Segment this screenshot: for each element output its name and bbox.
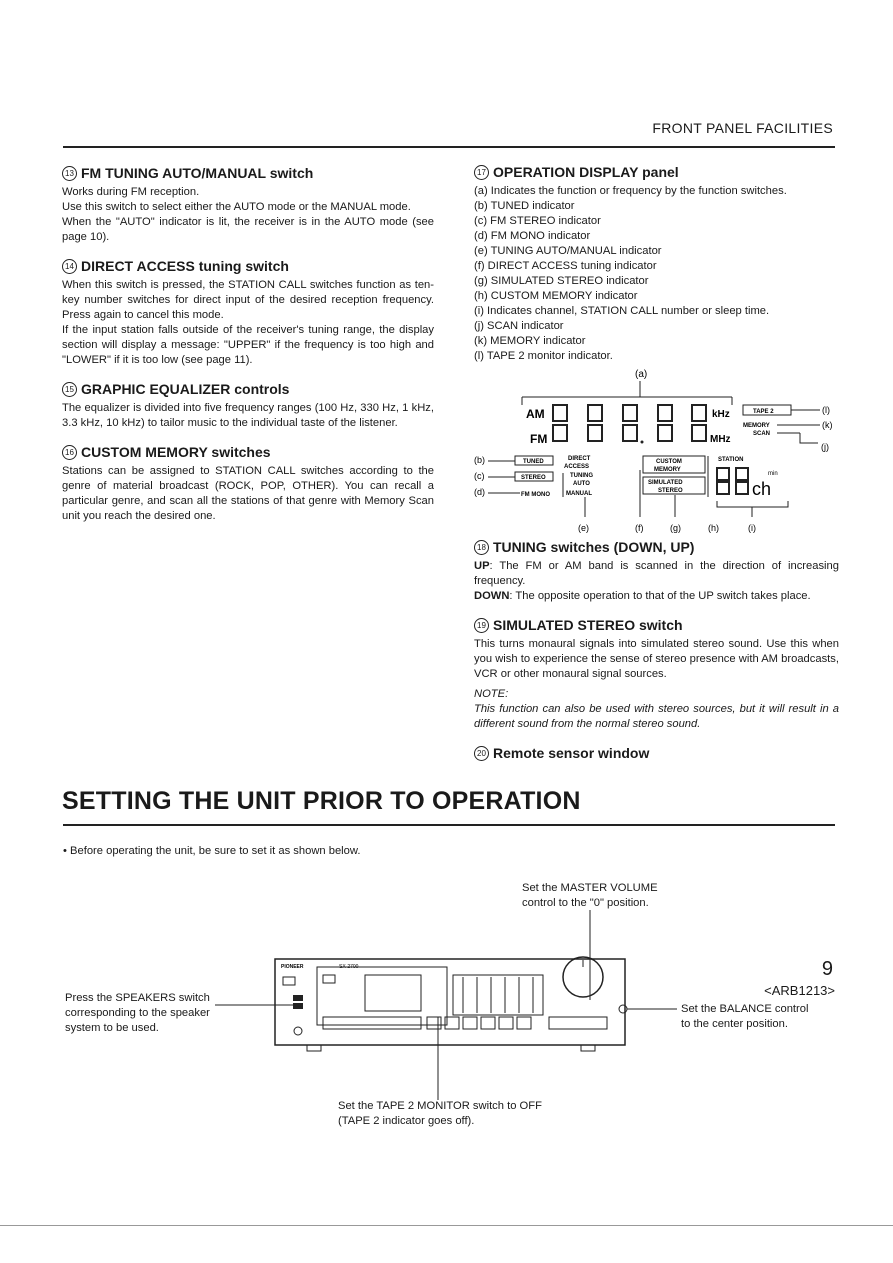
title-text: CUSTOM MEMORY switches [81,444,271,460]
title-text: TUNING switches (DOWN, UP) [493,539,695,555]
manual-label: MANUAL [566,491,592,497]
callout-line: corresponding to the speaker [65,1007,210,1019]
section-20-title [474,746,839,761]
list-item: (g) SIMULATED STEREO indicator [474,275,649,287]
callout-line: control to the "0" position. [522,897,649,909]
bullet-text: • Before operating the unit, be sure to set it as shown below. [63,845,361,857]
section-18-title [474,540,839,555]
tuned-indicator: TUNED [523,459,544,465]
header-rule [63,146,835,148]
callout-speakers [65,991,210,1036]
simulated-label: SIMULATED [648,480,683,486]
callout-balance [681,1002,808,1032]
balance-knob[interactable] [619,1005,627,1013]
list-item: (h) CUSTOM MEMORY indicator [474,290,638,302]
page-number: 9 [821,958,833,980]
title-text: OPERATION DISPLAY panel [493,164,679,180]
section-14-title [62,259,434,274]
memory-indicator: MEMORY [743,423,770,429]
title-text: Remote sensor window [493,745,650,761]
label-k: (k) [822,420,833,430]
label-e: (e) [578,523,589,533]
right-column [474,165,839,378]
left-column [62,166,434,538]
paragraph: When this switch is pressed, the STATION CALL switches function as ten-key number switches for direct input of the desired reception frequency. Press again to cancel this mode. [62,279,434,321]
label-h: (h) [708,523,719,533]
label-d: (d) [474,487,485,497]
paragraph: This turns monaural signals into simulated stereo sound. Use this when you wish to experience the sense of stereo presence with AM broadcasts, VCR or other monaural signal sources. [474,638,839,680]
callout-line: Set the BALANCE control [681,1003,809,1015]
list-item: (c) FM STEREO indicator [474,215,601,227]
paragraph: When the "AUTO" indicator is lit, the receiver is in the AUTO mode (see page 10). [62,216,434,243]
list-item: (e) TUNING AUTO/MANUAL indicator [474,245,662,257]
down-label: DOWN [474,590,510,602]
down-text: : The opposite operation to that of the UP switch takes place. [509,590,811,602]
list-item: (b) TUNED indicator [474,200,575,212]
circled-number: 13 [62,166,77,181]
title-rule [63,824,835,826]
circled-number: 17 [474,165,489,180]
label-j: (j) [821,442,829,452]
access-label: ACCESS [564,464,590,470]
section-header: FRONT PANEL FACILITIES [652,120,833,136]
custom-memory-label: MEMORY [654,467,681,473]
station-label: STATION [718,457,744,463]
segment-digits [553,405,706,441]
paragraph: Works during FM reception. [62,186,200,198]
paragraph [474,559,839,589]
list-item: (d) FM MONO indicator [474,230,591,242]
label-a: (a) [635,369,648,380]
up-text: : The FM or AM band is scanned in the direction of increasing frequency. [474,560,839,587]
list-item: (a) Indicates the function or frequency by the function switches. [474,185,787,197]
callout-line: (TAPE 2 indicator goes off). [338,1115,475,1127]
button-row [323,1017,607,1029]
title-text: SIMULATED STEREO switch [493,617,683,633]
channel-digits [717,468,748,494]
circled-number: 19 [474,618,489,633]
section-14 [62,259,434,368]
list-item: (j) SCAN indicator [474,320,564,332]
list-item: (f) DIRECT ACCESS tuning indicator [474,260,657,272]
callout-line: to the center position. [681,1018,788,1030]
list-item: (i) Indicates channel, STATION CALL number or sleep time. [474,305,770,317]
label-c: (c) [474,471,485,481]
note-label: NOTE: [474,688,509,700]
section-17 [474,165,839,364]
circled-number: 20 [474,746,489,761]
scan-indicator: SCAN [753,431,771,437]
equalizer-sliders [453,975,543,1015]
up-label: UP [474,560,490,572]
document-code: <ARB1213> [764,983,835,998]
label-b: (b) [474,455,485,465]
circled-number: 16 [62,445,77,460]
tuning-label: TUNING [570,473,593,479]
mhz-indicator: MHz [710,434,731,445]
paragraph: If the input station falls outside of the receiver's tuning range, the display section will display a message: "UPPER" if the frequency is too high and "LOWER" if it is too low (see page 11). [62,324,434,366]
label-f: (f) [635,523,644,533]
custom-label: CUSTOM [656,459,682,465]
section-20 [474,746,839,761]
fm-indicator: FM [530,432,548,446]
circled-number: 18 [474,540,489,555]
label-g: (g) [670,523,681,533]
callout-line: system to be used. [65,1022,159,1034]
paragraph: Use this switch to select either the AUTO mode or the MANUAL mode. [62,201,411,213]
label-l: (l) [822,405,830,415]
section-15-title [62,382,434,397]
right-column-lower [474,540,839,775]
circled-number: 15 [62,382,77,397]
tape2-indicator: TAPE 2 [753,409,774,415]
brand-logo: PIONEER [281,964,304,970]
page-title: SETTING THE UNIT PRIOR TO OPERATION [62,787,581,815]
receiver-front-panel [215,905,685,1105]
stereo-indicator: STEREO [521,475,546,481]
section-13-title [62,166,434,181]
section-18 [474,540,839,604]
am-indicator: AM [526,407,545,421]
section-19 [474,618,839,732]
paragraph [474,589,839,604]
section-19-title [474,618,839,633]
callout-line: Press the SPEAKERS switch [65,992,210,1004]
title-text: GRAPHIC EQUALIZER controls [81,381,290,397]
khz-indicator: kHz [712,409,730,420]
section-13 [62,166,434,245]
paragraph: Stations can be assigned to STATION CALL switches according to the genre of material broadcast (ROCK, POP, OTHER). You can recall a particular genre, and scan all the stations of that genre with Memory Scan unit you reach the desired one. [62,465,434,522]
section-16-title [62,445,434,460]
callout-line: Set the MASTER VOLUME [522,882,658,894]
label-i: (i) [748,523,756,533]
section-16 [62,445,434,524]
callout-line: Set the TAPE 2 MONITOR switch to OFF [338,1100,542,1112]
title-text: DIRECT ACCESS tuning switch [81,258,289,274]
direct-label: DIRECT [568,456,591,462]
simulated-stereo-label: STEREO [658,488,683,494]
section-15 [62,382,434,431]
note-text: This function can also be used with stereo sources, but it will result in a different sound from the normal stereo sound. [474,703,839,730]
fm-mono-indicator: FM MONO [521,492,550,498]
list-item: (k) MEMORY indicator [474,335,586,347]
ch-indicator: ch [752,479,772,499]
circled-number: 14 [62,259,77,274]
title-text: FM TUNING AUTO/MANUAL switch [81,165,314,181]
section-17-title [474,165,839,180]
operation-display-diagram [470,365,845,535]
paragraph: The equalizer is divided into five frequency ranges (100 Hz, 330 Hz, 1 kHz, 3.3 kHz, 10 kHz) to tailor music to the individual taste of the listener. [62,402,434,429]
page-bottom-rule [0,1225,893,1226]
model-label: SX-2700 [339,964,359,970]
auto-label: AUTO [573,481,590,487]
min-label: min [768,471,778,477]
list-item: (l) TAPE 2 monitor indicator. [474,350,613,362]
